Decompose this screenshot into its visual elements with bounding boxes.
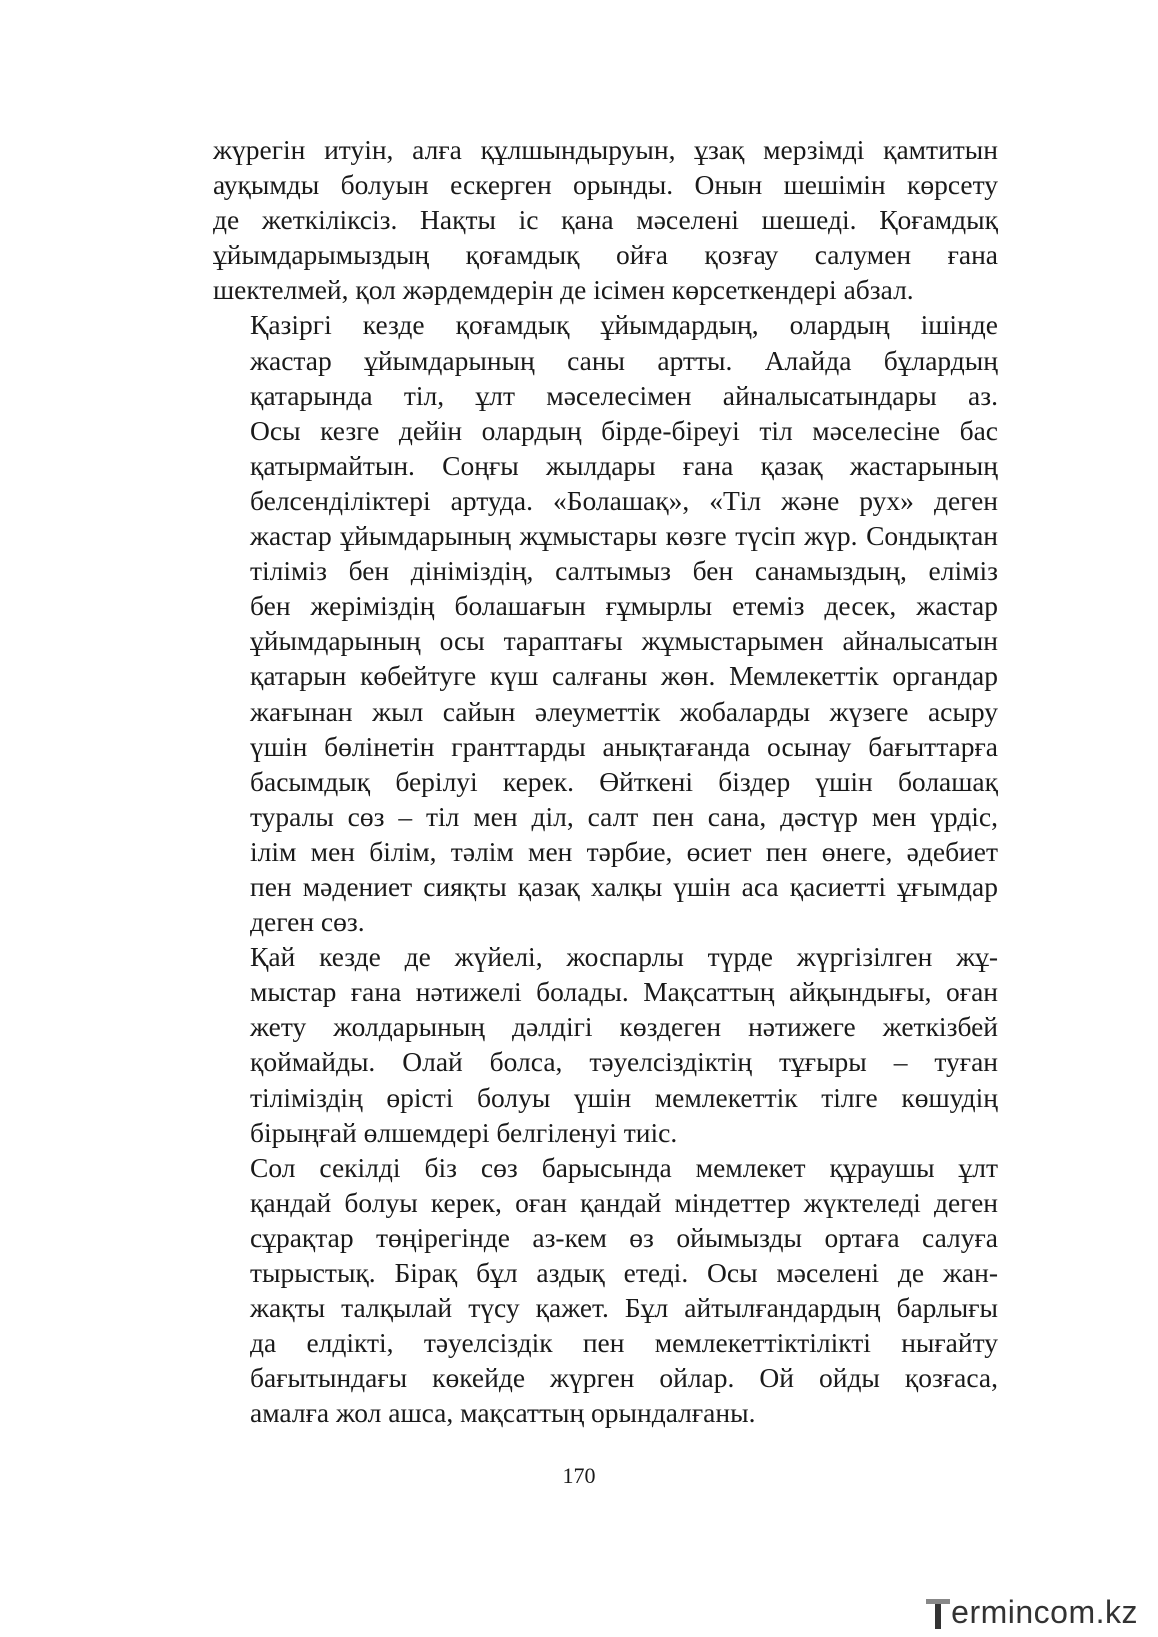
watermark-text: ermincom.kz xyxy=(951,1594,1138,1630)
text-line: ауқымды болуын ескерген орынды. Онын шешімін көрсету xyxy=(213,169,998,201)
text-line: жастар ұйымдарының жұмыстары көзге түсіп жүр. Сондықтан xyxy=(250,520,998,552)
logo-t-icon xyxy=(926,1597,950,1631)
text-line: де жеткіліксіз. Нақты іс қана мәселені шешеді. Қоғамдық xyxy=(213,204,998,236)
text-line: үшін бөлінетін гранттарды анықтағанда осынау бағыттарға xyxy=(250,730,998,762)
text-line: Осы кезге дейін олардың бірде-біреуі тіл мәселесіне бас xyxy=(250,414,998,446)
page-number: 170 xyxy=(562,1463,596,1488)
text-line: жүрегін итуін, алға құлшындыруын, ұзақ мерзімді қамтитын xyxy=(213,134,998,165)
text-line: Қазіргі кезде қоғамдық ұйымдардың, олардың ішінде xyxy=(250,309,998,341)
text-line: жақты талқылай түсу қажет. Бұл айтылғандардың барлығы xyxy=(250,1292,998,1324)
paragraph xyxy=(213,1150,998,1431)
text-line: шектелмей, қол жәрдемдерін де ісімен көрсеткендері абзал. xyxy=(213,274,914,306)
paragraph xyxy=(213,132,998,307)
paragraph xyxy=(213,307,998,939)
text-line: Қай кезде де жүйелі, жоспарлы түрде жүргізілген жұ- xyxy=(250,941,998,973)
text-line: деген сөз. xyxy=(250,906,365,938)
termincom-watermark-logo xyxy=(926,1594,1138,1631)
text-line: ұйымдарымыздың қоғамдық ойға қозғау салумен ғана xyxy=(213,239,998,271)
text-line: қатарын көбейтуге күш салғаны жөн. Мемлекеттік органдар xyxy=(250,660,998,692)
text-line: жағынан жыл сайын әлеуметтік жобаларды жүзеге асыру xyxy=(250,695,998,727)
text-line: ұйымдарының осы тараптағы жұмыстарымен айналысатын xyxy=(250,625,998,657)
text-line: қандай болуы керек, оған қандай міндеттер жүктеледі деген xyxy=(250,1186,998,1218)
text-line: бағытындағы көкейде жүрген ойлар. Ой ойды қозғаса, xyxy=(250,1362,998,1394)
text-line: қатырмайтын. Соңғы жылдары ғана қазақ жастарының xyxy=(250,449,998,481)
text-line: мыстар ғана нәтижелі болады. Мақсаттың айқындығы, оған xyxy=(250,976,998,1008)
text-line: амалға жол ашса, мақсаттың орындалғаны. xyxy=(250,1397,756,1429)
text-line: тырыстық. Бірақ бұл аздық етеді. Осы мәселені де жан- xyxy=(250,1257,998,1288)
text-line: Сол секілді біз сөз барысында мемлекет құраушы ұлт xyxy=(250,1151,998,1183)
text-line: тіліміз бен дініміздің, салтымыз бен санамыздың, еліміз xyxy=(250,555,998,587)
text-line: жету жолдарының дәлдігі көздеген нәтижеге жеткізбей xyxy=(250,1011,998,1043)
text-line: сұрақтар төңірегінде аз-кем өз ойымызды ортаға салуға xyxy=(250,1221,998,1253)
text-line: жастар ұйымдарының саны артты. Алайда бұлардың xyxy=(250,344,998,376)
text-line: пен мәдениет сияқты қазақ халқы үшін аса қасиетті ұғымдар xyxy=(250,870,998,902)
text-line: да елдікті, тәуелсіздік пен мемлекеттіктілікті нығайту xyxy=(250,1327,998,1359)
text-line: ілім мен білім, тәлім мен тәрбие, өсиет пен өнеге, әдебиет xyxy=(250,835,998,867)
text-line: бірыңғай өлшемдері белгіленуі тиіс. xyxy=(250,1116,678,1148)
text-line: басымдық берілуі керек. Өйткені біздер үшін болашақ xyxy=(250,765,998,797)
text-line: қоймайды. Олай болса, тәуелсіздіктің тұғыры – туған xyxy=(250,1046,998,1078)
paragraph xyxy=(213,939,998,1150)
text-line: тіліміздің өрісті болуы үшін мемлекеттік тілге көшудің xyxy=(250,1081,998,1113)
text-line: туралы сөз – тіл мен діл, салт пен сана, дәстүр мен үрдіс, xyxy=(250,800,998,832)
document-body xyxy=(213,132,998,1430)
text-line: қатарында тіл, ұлт мәселесімен айналысатындары аз. xyxy=(250,379,998,411)
text-line: бен жеріміздің болашағын ғұмырлы етеміз десек, жастар xyxy=(250,590,998,622)
text-line: белсенділіктері артуда. «Болашақ», «Тіл және рух» деген xyxy=(250,484,998,516)
